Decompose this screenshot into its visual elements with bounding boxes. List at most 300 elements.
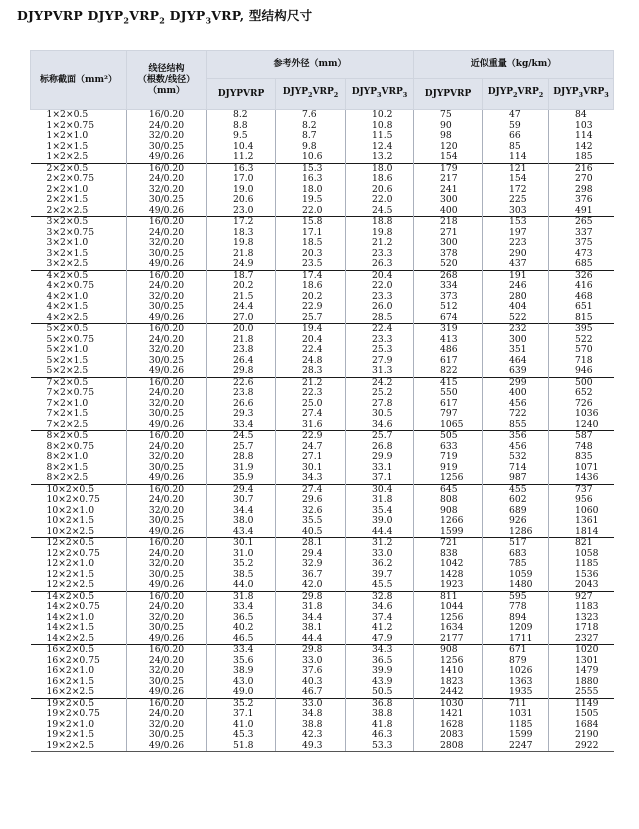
cell-conductor: 30/0.25 xyxy=(127,249,207,260)
cell-diameter-djypvrp: 29.8 xyxy=(207,366,276,377)
cell-weight-djyp2vrp2: 437 xyxy=(483,259,549,270)
cell-spec: 1×2×1.5 xyxy=(46,140,89,152)
cell-diameter-djyp3vrp3: 50.5 xyxy=(346,687,414,698)
table-row xyxy=(31,623,614,634)
cell-weight-djypvrp: 1410 xyxy=(414,666,483,677)
cell-weight-djyp3vrp3: 2190 xyxy=(549,730,614,741)
cell-weight-djypvrp: 154 xyxy=(414,152,483,163)
cell-conductor: 32/0.20 xyxy=(127,559,207,570)
cell-diameter-djyp3vrp3: 33.1 xyxy=(346,463,414,474)
cell-diameter-djyp3vrp3: 27.8 xyxy=(346,399,414,410)
cell-conductor: 16/0.20 xyxy=(127,163,207,174)
cell-spec: 14×2×0.75 xyxy=(46,601,100,613)
hdr-sub: 2 xyxy=(307,90,313,99)
cell-weight-djyp3vrp3: 337 xyxy=(549,228,614,239)
header-conductor-line1: 线径结构 xyxy=(148,63,185,74)
cell-diameter-djyp3vrp3: 24.2 xyxy=(346,377,414,388)
cell-diameter-djypvrp: 35.2 xyxy=(207,698,276,709)
cell-diameter-djyp3vrp3: 35.4 xyxy=(346,506,414,517)
hdr-text: VRP xyxy=(381,87,403,98)
header-diameter-djypvrp: DJYPVRP xyxy=(207,79,276,110)
cell-conductor: 16/0.20 xyxy=(127,217,207,228)
cell-diameter-djyp2vrp2: 18.5 xyxy=(276,238,346,249)
cell-conductor: 30/0.25 xyxy=(127,463,207,474)
cell-diameter-djyp2vrp2: 29.8 xyxy=(276,591,346,602)
cell-diameter-djyp2vrp2: 40.3 xyxy=(276,677,346,688)
hdr-text: VRP xyxy=(517,87,539,98)
cell-diameter-djyp2vrp2: 29.4 xyxy=(276,549,346,560)
header-weight-djyp2vrp2 xyxy=(483,79,549,110)
cell-weight-djypvrp: 2808 xyxy=(414,741,483,752)
cell-conductor: 49/0.26 xyxy=(127,580,207,591)
cell-diameter-djyp3vrp3: 23.3 xyxy=(346,335,414,346)
cell-diameter-djyp3vrp3: 13.2 xyxy=(346,152,414,163)
cell-weight-djyp3vrp3: 946 xyxy=(549,366,614,377)
cell-weight-djyp2vrp2: 66 xyxy=(483,131,549,142)
cell-weight-djyp2vrp2: 303 xyxy=(483,206,549,217)
cell-weight-djyp2vrp2: 1031 xyxy=(483,709,549,720)
cell-weight-djypvrp: 617 xyxy=(414,356,483,367)
cell-spec: 5×2×0.5 xyxy=(31,324,127,335)
cell-conductor: 24/0.20 xyxy=(127,442,207,453)
cell-conductor: 49/0.26 xyxy=(127,527,207,538)
cell-spec: 4×2×1.5 xyxy=(46,301,89,313)
cell-weight-djypvrp: 721 xyxy=(414,538,483,549)
cell-spec: 3×2×0.75 xyxy=(46,226,95,238)
cell-diameter-djyp2vrp2: 34.3 xyxy=(276,473,346,484)
cell-weight-djyp3vrp3: 835 xyxy=(549,452,614,463)
cell-diameter-djyp2vrp2: 18.0 xyxy=(276,185,346,196)
cell-diameter-djyp2vrp2: 17.4 xyxy=(276,270,346,281)
cell-diameter-djypvrp: 43.0 xyxy=(207,677,276,688)
cell-diameter-djypvrp: 26.4 xyxy=(207,356,276,367)
cell-spec: 10×2×1.5 xyxy=(46,515,95,527)
cell-diameter-djyp3vrp3: 32.8 xyxy=(346,591,414,602)
cell-diameter-djyp2vrp2: 34.4 xyxy=(276,613,346,624)
table-row xyxy=(31,121,614,132)
cell-diameter-djyp3vrp3: 22.4 xyxy=(346,324,414,335)
cell-diameter-djypvrp: 8.2 xyxy=(207,110,276,121)
cell-diameter-djypvrp: 35.9 xyxy=(207,473,276,484)
cell-conductor: 24/0.20 xyxy=(127,602,207,613)
cell-diameter-djypvrp: 40.2 xyxy=(207,623,276,634)
cell-diameter-djyp3vrp3: 39.0 xyxy=(346,516,414,527)
cell-conductor: 24/0.20 xyxy=(127,388,207,399)
cell-diameter-djyp2vrp2: 18.6 xyxy=(276,281,346,292)
cell-weight-djypvrp: 1634 xyxy=(414,623,483,634)
cell-weight-djyp3vrp3: 395 xyxy=(549,324,614,335)
cell-weight-djyp3vrp3: 587 xyxy=(549,431,614,442)
page-title xyxy=(17,6,312,26)
cell-conductor: 24/0.20 xyxy=(127,121,207,132)
cell-conductor: 30/0.25 xyxy=(127,570,207,581)
cell-diameter-djypvrp: 46.5 xyxy=(207,634,276,645)
cell-weight-djyp2vrp2: 114 xyxy=(483,152,549,163)
cell-spec: 5×2×0.75 xyxy=(46,333,95,345)
table-row xyxy=(31,645,614,656)
table-row xyxy=(31,259,614,270)
cell-diameter-djypvrp: 25.7 xyxy=(207,442,276,453)
cell-diameter-djyp3vrp3: 31.2 xyxy=(346,538,414,549)
cell-weight-djypvrp: 75 xyxy=(414,110,483,121)
cell-spec: 10×2×2.5 xyxy=(46,525,95,537)
cell-weight-djyp3vrp3: 1301 xyxy=(549,656,614,667)
cell-weight-djypvrp: 241 xyxy=(414,185,483,196)
cell-weight-djyp3vrp3: 1071 xyxy=(549,463,614,474)
title-sub-2: 2 xyxy=(159,15,166,26)
cell-weight-djypvrp: 300 xyxy=(414,238,483,249)
header-row-1 xyxy=(31,51,614,79)
title-sub-3: 3 xyxy=(205,15,212,26)
cell-weight-djypvrp: 1256 xyxy=(414,613,483,624)
cell-diameter-djyp3vrp3: 20.4 xyxy=(346,270,414,281)
cell-weight-djypvrp: 617 xyxy=(414,399,483,410)
cell-weight-djyp3vrp3: 270 xyxy=(549,174,614,185)
cell-spec: 4×2×2.5 xyxy=(46,311,89,323)
cell-diameter-djyp3vrp3: 30.5 xyxy=(346,409,414,420)
cell-conductor: 24/0.20 xyxy=(127,174,207,185)
cell-weight-djypvrp: 808 xyxy=(414,495,483,506)
cell-diameter-djypvrp: 29.3 xyxy=(207,409,276,420)
cell-conductor: 32/0.20 xyxy=(127,131,207,142)
cell-spec: 5×2×2.5 xyxy=(46,365,89,377)
cell-weight-djypvrp: 1256 xyxy=(414,473,483,484)
cell-weight-djypvrp: 512 xyxy=(414,302,483,313)
cell-weight-djyp2vrp2: 300 xyxy=(483,335,549,346)
table-row xyxy=(31,634,614,645)
cell-diameter-djypvrp: 20.2 xyxy=(207,281,276,292)
cell-weight-djypvrp: 1599 xyxy=(414,527,483,538)
cell-spec: 5×2×1.5 xyxy=(46,354,89,366)
cell-spec: 16×2×2.5 xyxy=(46,686,95,698)
cell-weight-djypvrp: 505 xyxy=(414,431,483,442)
cell-weight-djyp3vrp3: 326 xyxy=(549,270,614,281)
cell-conductor: 32/0.20 xyxy=(127,238,207,249)
cell-conductor: 49/0.26 xyxy=(127,634,207,645)
cell-diameter-djyp3vrp3: 26.3 xyxy=(346,259,414,270)
cell-diameter-djyp3vrp3: 34.6 xyxy=(346,420,414,431)
cell-spec: 19×2×0.5 xyxy=(31,698,127,709)
cell-diameter-djypvrp: 20.6 xyxy=(207,195,276,206)
cell-conductor: 16/0.20 xyxy=(127,324,207,335)
cell-diameter-djyp2vrp2: 15.8 xyxy=(276,217,346,228)
cell-diameter-djyp3vrp3: 25.2 xyxy=(346,388,414,399)
cell-spec: 16×2×0.75 xyxy=(46,654,100,666)
cell-weight-djyp3vrp3: 500 xyxy=(549,377,614,388)
cell-weight-djyp2vrp2: 85 xyxy=(483,142,549,153)
cell-diameter-djyp3vrp3: 44.4 xyxy=(346,527,414,538)
cell-diameter-djypvrp: 17.2 xyxy=(207,217,276,228)
cell-diameter-djyp3vrp3: 11.5 xyxy=(346,131,414,142)
cell-spec: 7×2×0.5 xyxy=(31,377,127,388)
cell-weight-djyp2vrp2: 1480 xyxy=(483,580,549,591)
cell-diameter-djyp2vrp2: 25.7 xyxy=(276,313,346,324)
cell-weight-djyp3vrp3: 491 xyxy=(549,206,614,217)
cell-spec: 8×2×2.5 xyxy=(46,472,89,484)
cell-weight-djyp2vrp2: 280 xyxy=(483,292,549,303)
cell-diameter-djyp3vrp3: 10.8 xyxy=(346,121,414,132)
cell-weight-djyp3vrp3: 298 xyxy=(549,185,614,196)
hdr-sub: 2 xyxy=(538,90,544,99)
cell-weight-djypvrp: 2177 xyxy=(414,634,483,645)
cell-diameter-djypvrp: 31.8 xyxy=(207,591,276,602)
cell-weight-djypvrp: 908 xyxy=(414,506,483,517)
cell-weight-djypvrp: 300 xyxy=(414,195,483,206)
cell-weight-djypvrp: 1030 xyxy=(414,698,483,709)
cell-diameter-djyp3vrp3: 26.8 xyxy=(346,442,414,453)
cell-diameter-djypvrp: 28.8 xyxy=(207,452,276,463)
cell-weight-djypvrp: 217 xyxy=(414,174,483,185)
cell-diameter-djyp2vrp2: 20.4 xyxy=(276,335,346,346)
cell-diameter-djyp2vrp2: 20.3 xyxy=(276,249,346,260)
cell-weight-djyp3vrp3: 748 xyxy=(549,442,614,453)
table-row xyxy=(31,687,614,698)
hdr-text: DJYP xyxy=(351,87,377,98)
table-row xyxy=(31,324,614,335)
cell-spec: 8×2×0.75 xyxy=(46,440,95,452)
cell-conductor: 24/0.20 xyxy=(127,656,207,667)
cell-conductor: 49/0.26 xyxy=(127,687,207,698)
cell-weight-djyp2vrp2: 722 xyxy=(483,409,549,420)
cell-weight-djyp2vrp2: 683 xyxy=(483,549,549,560)
cell-weight-djypvrp: 1428 xyxy=(414,570,483,581)
table-row xyxy=(31,580,614,591)
cell-conductor: 30/0.25 xyxy=(127,195,207,206)
cell-weight-djyp3vrp3: 1361 xyxy=(549,516,614,527)
cell-diameter-djyp3vrp3: 41.2 xyxy=(346,623,414,634)
cell-diameter-djyp2vrp2: 37.6 xyxy=(276,666,346,677)
cell-diameter-djypvrp: 17.0 xyxy=(207,174,276,185)
cell-spec: 4×2×1.0 xyxy=(46,290,89,302)
cell-weight-djyp3vrp3: 570 xyxy=(549,345,614,356)
cell-weight-djypvrp: 90 xyxy=(414,121,483,132)
cell-diameter-djypvrp: 36.5 xyxy=(207,613,276,624)
cell-spec: 10×2×0.75 xyxy=(46,494,100,506)
hdr-text: VRP xyxy=(583,87,605,98)
cell-diameter-djyp2vrp2: 38.8 xyxy=(276,720,346,731)
cell-diameter-djyp2vrp2: 17.1 xyxy=(276,228,346,239)
cell-weight-djyp3vrp3: 1479 xyxy=(549,666,614,677)
cell-conductor: 16/0.20 xyxy=(127,484,207,495)
cell-spec: 14×2×0.5 xyxy=(31,591,127,602)
cell-weight-djyp3vrp3: 1183 xyxy=(549,602,614,613)
hdr-sub: 3 xyxy=(377,90,382,99)
cell-conductor: 16/0.20 xyxy=(127,377,207,388)
cell-spec: 14×2×1.5 xyxy=(46,622,95,634)
cell-diameter-djyp2vrp2: 36.7 xyxy=(276,570,346,581)
title-prefix: DJYPVRP DJYP xyxy=(17,8,124,23)
cell-conductor: 16/0.20 xyxy=(127,591,207,602)
cell-diameter-djyp2vrp2: 33.0 xyxy=(276,656,346,667)
cell-spec: 8×2×1.5 xyxy=(46,461,89,473)
cell-conductor: 24/0.20 xyxy=(127,228,207,239)
table-row xyxy=(31,527,614,538)
cell-weight-djyp3vrp3: 473 xyxy=(549,249,614,260)
table-row xyxy=(31,345,614,356)
cell-weight-djyp3vrp3: 651 xyxy=(549,302,614,313)
cell-spec: 3×2×0.5 xyxy=(31,217,127,228)
cell-weight-djyp2vrp2: 121 xyxy=(483,163,549,174)
cell-conductor: 32/0.20 xyxy=(127,666,207,677)
cell-diameter-djypvrp: 35.2 xyxy=(207,559,276,570)
cell-weight-djyp3vrp3: 216 xyxy=(549,163,614,174)
table-row xyxy=(31,452,614,463)
cell-spec: 2×2×0.75 xyxy=(46,173,95,185)
table-row xyxy=(31,602,614,613)
cell-weight-djypvrp: 2442 xyxy=(414,687,483,698)
table-row xyxy=(31,206,614,217)
cell-spec: 8×2×0.5 xyxy=(31,431,127,442)
cell-diameter-djypvrp: 24.4 xyxy=(207,302,276,313)
cell-weight-djyp2vrp2: 223 xyxy=(483,238,549,249)
cell-conductor: 16/0.20 xyxy=(127,538,207,549)
cell-spec: 1×2×0.75 xyxy=(46,119,95,131)
cell-diameter-djypvrp: 38.5 xyxy=(207,570,276,581)
table-row xyxy=(31,388,614,399)
cell-diameter-djyp2vrp2: 34.8 xyxy=(276,709,346,720)
cell-diameter-djyp2vrp2: 27.4 xyxy=(276,484,346,495)
table-row xyxy=(31,538,614,549)
cell-diameter-djyp2vrp2: 49.3 xyxy=(276,741,346,752)
cell-spec: 12×2×0.5 xyxy=(31,538,127,549)
cell-spec: 2×2×1.0 xyxy=(46,183,89,195)
cell-diameter-djyp2vrp2: 22.9 xyxy=(276,431,346,442)
cell-diameter-djyp3vrp3: 24.5 xyxy=(346,206,414,217)
cell-weight-djyp2vrp2: 1209 xyxy=(483,623,549,634)
cell-conductor: 49/0.26 xyxy=(127,313,207,324)
cell-weight-djypvrp: 811 xyxy=(414,591,483,602)
table-row xyxy=(31,152,614,163)
cell-diameter-djypvrp: 10.4 xyxy=(207,142,276,153)
cell-spec: 4×2×0.75 xyxy=(46,280,95,292)
cell-diameter-djyp3vrp3: 36.2 xyxy=(346,559,414,570)
table-row xyxy=(31,473,614,484)
hdr-sub: 3 xyxy=(578,90,584,99)
cell-spec: 10×2×1.0 xyxy=(46,504,95,516)
cell-diameter-djyp3vrp3: 18.0 xyxy=(346,163,414,174)
cell-diameter-djypvrp: 11.2 xyxy=(207,152,276,163)
cell-weight-djypvrp: 633 xyxy=(414,442,483,453)
cell-weight-djypvrp: 908 xyxy=(414,645,483,656)
cell-weight-djyp2vrp2: 400 xyxy=(483,388,549,399)
cell-weight-djypvrp: 98 xyxy=(414,131,483,142)
cell-weight-djyp2vrp2: 714 xyxy=(483,463,549,474)
table-row xyxy=(31,666,614,677)
cell-spec: 12×2×2.5 xyxy=(46,579,95,591)
cell-diameter-djyp3vrp3: 10.2 xyxy=(346,110,414,121)
cell-conductor: 49/0.26 xyxy=(127,366,207,377)
cell-spec: 3×2×1.5 xyxy=(46,247,89,259)
cell-weight-djypvrp: 719 xyxy=(414,452,483,463)
cell-weight-djyp3vrp3: 685 xyxy=(549,259,614,270)
table-row xyxy=(31,730,614,741)
cell-conductor: 16/0.20 xyxy=(127,698,207,709)
cell-weight-djypvrp: 268 xyxy=(414,270,483,281)
cell-weight-djyp3vrp3: 1060 xyxy=(549,506,614,517)
cell-weight-djypvrp: 1044 xyxy=(414,602,483,613)
cell-diameter-djypvrp: 33.4 xyxy=(207,602,276,613)
header-conductor-structure xyxy=(127,51,207,110)
table-row xyxy=(31,174,614,185)
cell-conductor: 24/0.20 xyxy=(127,495,207,506)
cell-weight-djyp3vrp3: 84 xyxy=(549,110,614,121)
cell-weight-djypvrp: 1042 xyxy=(414,559,483,570)
table-row xyxy=(31,238,614,249)
cell-diameter-djypvrp: 18.3 xyxy=(207,228,276,239)
cell-spec: 1×2×0.5 xyxy=(46,109,89,121)
cell-conductor: 32/0.20 xyxy=(127,452,207,463)
cell-weight-djyp3vrp3: 1536 xyxy=(549,570,614,581)
cell-conductor: 49/0.26 xyxy=(127,259,207,270)
hdr-sub: 2 xyxy=(513,90,518,99)
cell-weight-djyp2vrp2: 671 xyxy=(483,645,549,656)
title-sub-1: 2 xyxy=(123,15,130,26)
cell-conductor: 30/0.25 xyxy=(127,356,207,367)
cell-conductor: 30/0.25 xyxy=(127,730,207,741)
cell-weight-djyp3vrp3: 103 xyxy=(549,121,614,132)
cell-weight-djyp2vrp2: 456 xyxy=(483,399,549,410)
cell-diameter-djyp2vrp2: 8.7 xyxy=(276,131,346,142)
cell-diameter-djyp3vrp3: 27.9 xyxy=(346,356,414,367)
cell-diameter-djyp2vrp2: 19.4 xyxy=(276,324,346,335)
cell-weight-djypvrp: 919 xyxy=(414,463,483,474)
hdr-text: DJYP xyxy=(282,87,308,98)
cell-diameter-djyp2vrp2: 22.4 xyxy=(276,345,346,356)
cell-diameter-djyp2vrp2: 28.3 xyxy=(276,366,346,377)
cell-diameter-djyp3vrp3: 47.9 xyxy=(346,634,414,645)
header-weight-djyp3vrp3 xyxy=(549,79,614,110)
table-row xyxy=(31,709,614,720)
title-suffix: VRP, 型结构尺寸 xyxy=(211,8,313,23)
cell-diameter-djyp2vrp2: 24.7 xyxy=(276,442,346,453)
cell-weight-djypvrp: 271 xyxy=(414,228,483,239)
cell-weight-djyp3vrp3: 1880 xyxy=(549,677,614,688)
cell-diameter-djyp2vrp2: 19.5 xyxy=(276,195,346,206)
cell-conductor: 24/0.20 xyxy=(127,549,207,560)
cell-weight-djypvrp: 1266 xyxy=(414,516,483,527)
cell-conductor: 32/0.20 xyxy=(127,185,207,196)
cell-weight-djyp3vrp3: 1718 xyxy=(549,623,614,634)
cell-weight-djyp2vrp2: 926 xyxy=(483,516,549,527)
cell-weight-djypvrp: 1256 xyxy=(414,656,483,667)
hdr-text: VRP xyxy=(312,87,334,98)
cell-weight-djyp3vrp3: 2922 xyxy=(549,741,614,752)
cell-spec: 19×2×0.75 xyxy=(46,708,100,720)
cell-weight-djyp3vrp3: 1436 xyxy=(549,473,614,484)
cell-weight-djypvrp: 550 xyxy=(414,388,483,399)
cell-diameter-djyp3vrp3: 34.3 xyxy=(346,645,414,656)
cell-spec: 7×2×1.0 xyxy=(46,397,89,409)
cell-diameter-djypvrp: 51.8 xyxy=(207,741,276,752)
table-row xyxy=(31,559,614,570)
cell-weight-djypvrp: 1065 xyxy=(414,420,483,431)
cell-diameter-djyp2vrp2: 31.8 xyxy=(276,602,346,613)
cell-weight-djyp3vrp3: 416 xyxy=(549,281,614,292)
cell-diameter-djyp3vrp3: 23.3 xyxy=(346,249,414,260)
cell-weight-djyp2vrp2: 464 xyxy=(483,356,549,367)
cell-weight-djyp3vrp3: 1505 xyxy=(549,709,614,720)
cell-diameter-djyp3vrp3: 38.8 xyxy=(346,709,414,720)
cell-diameter-djypvrp: 21.8 xyxy=(207,249,276,260)
cell-diameter-djyp3vrp3: 26.0 xyxy=(346,302,414,313)
cell-diameter-djyp3vrp3: 25.7 xyxy=(346,431,414,442)
cell-diameter-djypvrp: 38.0 xyxy=(207,516,276,527)
cell-weight-djyp2vrp2: 1363 xyxy=(483,677,549,688)
cell-diameter-djyp3vrp3: 41.8 xyxy=(346,720,414,731)
cell-weight-djyp3vrp3: 1149 xyxy=(549,698,614,709)
cell-spec: 2×2×1.5 xyxy=(46,194,89,206)
cell-weight-djyp2vrp2: 197 xyxy=(483,228,549,239)
